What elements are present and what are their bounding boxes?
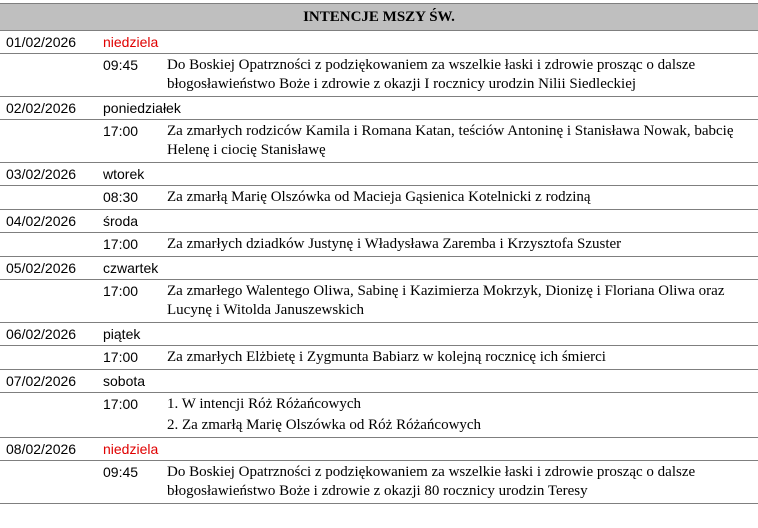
day-name: poniedziałek	[103, 97, 758, 120]
mass-time: 08:30	[103, 186, 167, 210]
intention-text: Za zmarłą Marię Olszówka od Macieja Gąsienica Kotelnicki z rodziną	[167, 186, 758, 210]
intention-row	[0, 461, 758, 504]
day-row	[0, 370, 758, 393]
intention-row	[0, 280, 758, 323]
spacer-cell	[0, 280, 103, 323]
mass-intentions-table	[0, 3, 758, 504]
date-label: 05/02/2026	[0, 257, 103, 280]
day-name: czwartek	[103, 257, 758, 280]
spacer-cell	[0, 461, 103, 504]
intention-row	[0, 54, 758, 97]
mass-time: 17:00	[103, 393, 167, 417]
intention-text: Do Boskiej Opatrzności z podziękowaniem za wszelkie łaski i zdrowie prosząc o dalsze błogosławieństwo Boże i zdrowie z okazji 80 rocznicy urodzin Teresy	[167, 461, 758, 504]
day-row	[0, 438, 758, 461]
spacer-cell	[0, 120, 103, 163]
date-label: 07/02/2026	[0, 370, 103, 393]
date-label: 08/02/2026	[0, 438, 103, 461]
day-name: sobota	[103, 370, 758, 393]
date-label: 01/02/2026	[0, 31, 103, 54]
date-label: 06/02/2026	[0, 323, 103, 346]
intention-row	[0, 416, 758, 438]
intention-text: Za zmarłych Elżbietę i Zygmunta Babiarz w kolejną rocznicę ich śmierci	[167, 346, 758, 370]
mass-time: 17:00	[103, 346, 167, 370]
day-name: piątek	[103, 323, 758, 346]
date-label: 03/02/2026	[0, 163, 103, 186]
intention-text: 1. W intencji Róż Różańcowych	[167, 393, 758, 417]
spacer-cell	[0, 54, 103, 97]
page-title: INTENCJE MSZY ŚW.	[0, 4, 758, 31]
day-row	[0, 257, 758, 280]
day-name: środa	[103, 210, 758, 233]
day-row	[0, 97, 758, 120]
intention-row	[0, 120, 758, 163]
day-row	[0, 163, 758, 186]
date-label: 04/02/2026	[0, 210, 103, 233]
spacer-cell	[0, 233, 103, 257]
mass-intentions-body	[0, 4, 758, 504]
intention-row	[0, 233, 758, 257]
intention-text: Za zmarłych rodziców Kamila i Romana Katan, teściów Antoninę i Stanisława Nowak, babcię Helenę i ciocię Stanisławę	[167, 120, 758, 163]
mass-time: 09:45	[103, 461, 167, 504]
mass-time: 17:00	[103, 233, 167, 257]
title-row	[0, 4, 758, 31]
mass-time: 17:00	[103, 280, 167, 323]
intention-text: 2. Za zmarłą Marię Olszówka od Róż Różańcowych	[167, 417, 482, 433]
day-name-sunday: niedziela	[103, 438, 758, 461]
intention-row	[0, 346, 758, 370]
intention-row	[0, 186, 758, 210]
intention-text: Za zmarłych dziadków Justynę i Władysława Zaremba i Krzysztofa Szuster	[167, 233, 758, 257]
mass-time	[103, 416, 167, 438]
spacer-cell	[0, 393, 103, 417]
day-row	[0, 323, 758, 346]
spacer-cell	[0, 416, 103, 438]
spacer-cell	[0, 346, 103, 370]
day-row	[0, 210, 758, 233]
date-label: 02/02/2026	[0, 97, 103, 120]
mass-time: 09:45	[103, 54, 167, 97]
spacer-cell	[0, 186, 103, 210]
mass-time: 17:00	[103, 120, 167, 163]
intention-text: Do Boskiej Opatrzności z podziękowaniem za wszelkie łaski i zdrowie prosząc o dalsze błogosławieństwo Boże i zdrowie z okazji I rocznicy urodzin Nilii Siedleckiej	[167, 54, 758, 97]
day-row	[0, 31, 758, 54]
day-name: wtorek	[103, 163, 758, 186]
intention-row	[0, 393, 758, 417]
intention-text: Za zmarłego Walentego Oliwa, Sabinę i Kazimierza Mokrzyk, Dionizę i Floriana Oliwa oraz Lucynę i Witolda Januszewskich	[167, 280, 758, 323]
day-name-sunday: niedziela	[103, 31, 758, 54]
